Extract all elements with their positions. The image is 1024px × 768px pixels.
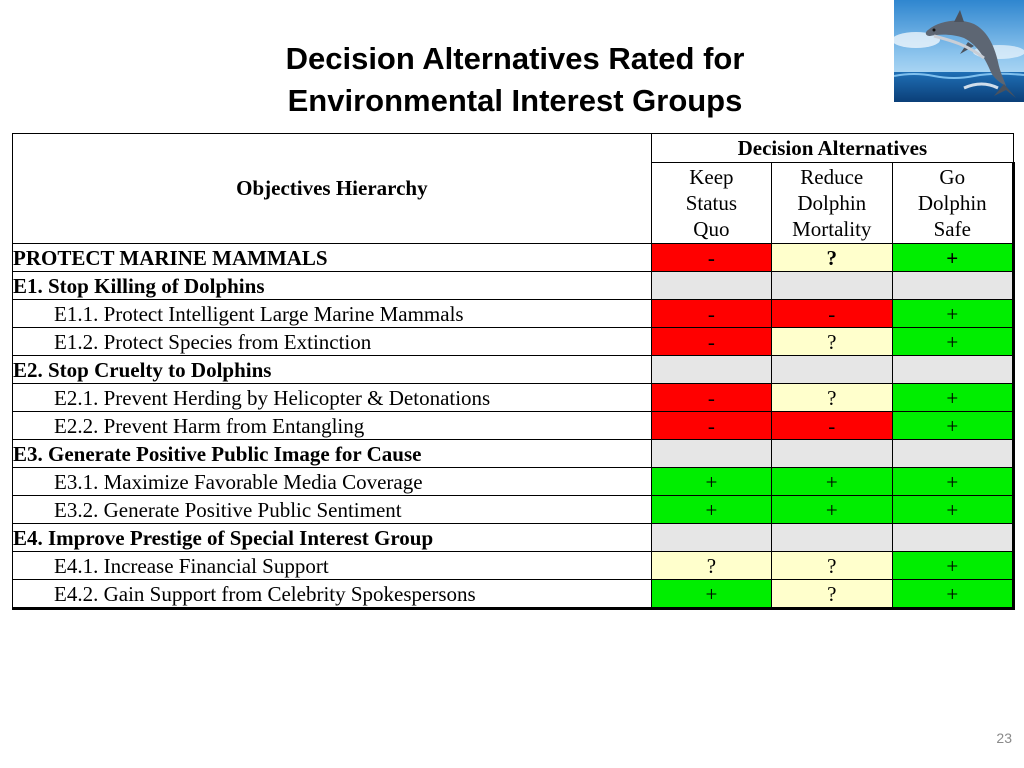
alternative-header-reduce-dolphin-mortality: [771, 163, 892, 244]
objectives-hierarchy-header: Objectives Hierarchy: [13, 134, 652, 244]
rating-cell: [892, 272, 1013, 300]
rating-cell: -: [651, 328, 771, 356]
table-row: [13, 440, 1014, 468]
alternative-header-line: Mortality: [792, 217, 872, 241]
slide-title: [210, 38, 820, 122]
rating-cell: +: [771, 496, 892, 524]
rating-cell: ?: [771, 580, 892, 609]
objective-item: E3.1. Maximize Favorable Media Coverage: [13, 468, 652, 496]
rating-cell: +: [651, 580, 771, 609]
slide-title-line-2: Environmental Interest Groups: [287, 83, 743, 118]
ratings-table: [12, 133, 1015, 610]
rating-cell: [771, 356, 892, 384]
alternative-header-line: Dolphin: [797, 191, 867, 215]
table-row: [13, 328, 1014, 356]
table-row: [13, 356, 1014, 384]
rating-cell: [771, 524, 892, 552]
dolphin-photo: [894, 0, 1024, 102]
table-row: [13, 412, 1014, 440]
rating-cell: +: [651, 468, 771, 496]
objective-heading: PROTECT MARINE MAMMALS: [13, 244, 652, 272]
page-number: 23: [996, 730, 1012, 746]
alternative-header-line: Safe: [933, 217, 971, 241]
table-row: [13, 496, 1014, 524]
alternative-header-go-dolphin-safe: [892, 163, 1013, 244]
rating-cell: -: [771, 300, 892, 328]
rating-cell: +: [892, 244, 1013, 272]
rating-cell: [651, 356, 771, 384]
objective-item: E4.1. Increase Financial Support: [13, 552, 652, 580]
table-row: [13, 468, 1014, 496]
rating-cell: +: [892, 384, 1013, 412]
rating-cell: [892, 524, 1013, 552]
rating-cell: [892, 356, 1013, 384]
rating-cell: -: [651, 244, 771, 272]
table-row: [13, 272, 1014, 300]
rating-cell: ?: [771, 244, 892, 272]
table-row: [13, 552, 1014, 580]
objective-heading: E1. Stop Killing of Dolphins: [13, 272, 652, 300]
alternative-header-line: Reduce: [800, 165, 864, 189]
rating-cell: +: [892, 468, 1013, 496]
rating-cell: +: [771, 468, 892, 496]
decision-alternatives-header: Decision Alternatives: [651, 134, 1013, 163]
objective-item: E2.2. Prevent Harm from Entangling: [13, 412, 652, 440]
rating-cell: ?: [771, 384, 892, 412]
slide-title-line-1: Decision Alternatives Rated for: [285, 41, 745, 76]
rating-cell: [651, 440, 771, 468]
table-row: [13, 300, 1014, 328]
table-row: [13, 244, 1014, 272]
table-row: [13, 524, 1014, 552]
rating-cell: +: [892, 328, 1013, 356]
objective-item: E3.2. Generate Positive Public Sentiment: [13, 496, 652, 524]
alternative-header-line: Keep: [689, 165, 734, 189]
rating-cell: ?: [771, 552, 892, 580]
objective-item: E1.1. Protect Intelligent Large Marine Mammals: [13, 300, 652, 328]
rating-cell: +: [892, 552, 1013, 580]
rating-cell: -: [651, 300, 771, 328]
rating-cell: +: [651, 496, 771, 524]
rating-cell: -: [651, 412, 771, 440]
rating-cell: [651, 272, 771, 300]
rating-cell: [771, 272, 892, 300]
objective-heading: E4. Improve Prestige of Special Interest Group: [13, 524, 652, 552]
alternative-header-line: Go: [939, 165, 966, 189]
objective-item: E2.1. Prevent Herding by Helicopter & Detonations: [13, 384, 652, 412]
rating-cell: ?: [771, 328, 892, 356]
objective-heading: E3. Generate Positive Public Image for Cause: [13, 440, 652, 468]
rating-cell: [651, 524, 771, 552]
alternative-header-line: Status: [685, 191, 738, 215]
rating-cell: [892, 440, 1013, 468]
objective-item: E1.2. Protect Species from Extinction: [13, 328, 652, 356]
alternative-header-keep-status-quo: [651, 163, 771, 244]
table-row: [13, 580, 1014, 609]
rating-cell: -: [771, 412, 892, 440]
table-row: [13, 384, 1014, 412]
rating-cell: +: [892, 300, 1013, 328]
rating-cell: -: [651, 384, 771, 412]
alternative-header-line: Quo: [693, 217, 730, 241]
rating-cell: +: [892, 496, 1013, 524]
rating-cell: [771, 440, 892, 468]
rating-cell: ?: [651, 552, 771, 580]
alternative-header-line: Dolphin: [917, 191, 987, 215]
rating-cell: +: [892, 412, 1013, 440]
objective-item: E4.2. Gain Support from Celebrity Spokespersons: [13, 580, 652, 609]
rating-cell: +: [892, 580, 1013, 609]
objective-heading: E2. Stop Cruelty to Dolphins: [13, 356, 652, 384]
